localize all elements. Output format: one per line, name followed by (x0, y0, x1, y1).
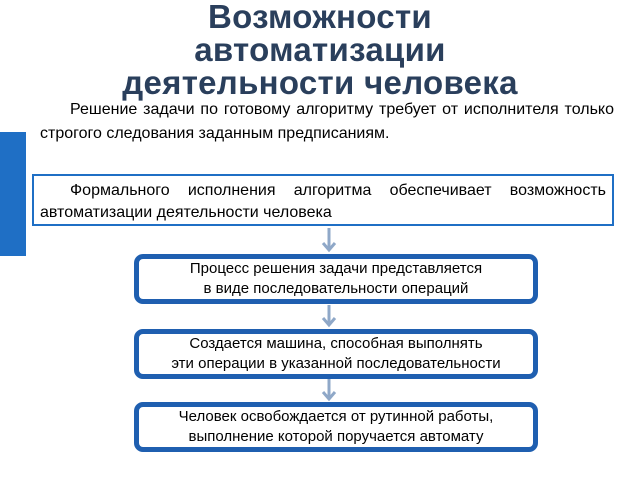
step-1-line-2: в виде последовательности операций (203, 280, 469, 297)
step-3-line-2: выполнение которой поручается автомату (188, 428, 484, 445)
arrow-down-icon (319, 305, 339, 329)
step-box-1 (134, 254, 538, 304)
step-2-line-1: Создается машина, способная выполнять (189, 335, 483, 352)
formal-execution-box: Формального исполнения алгоритма обеспечивает возможность автоматизации деятельности человека (32, 174, 614, 226)
step-2-line-2: эти операции в указанной последовательности (171, 355, 501, 372)
title-line-2: автоматизации (194, 31, 446, 68)
intro-paragraph: Решение задачи по готовому алгоритму требует от исполнителя только строгого следования заданным предписаниям. (40, 101, 614, 142)
page-title (0, 0, 640, 99)
step-box-2 (134, 329, 538, 379)
title-line-1: Возможности (208, 0, 432, 35)
step-3-line-1: Человек освобождается от рутинной работы, (178, 408, 494, 425)
arrow-down-icon (319, 379, 339, 403)
step-1-line-1: Процесс решения задачи представляется (189, 260, 483, 277)
side-accent-bar (0, 132, 26, 256)
step-box-3 (134, 402, 538, 452)
title-line-3: деятельности человека (122, 64, 518, 101)
arrow-down-icon (319, 228, 339, 254)
